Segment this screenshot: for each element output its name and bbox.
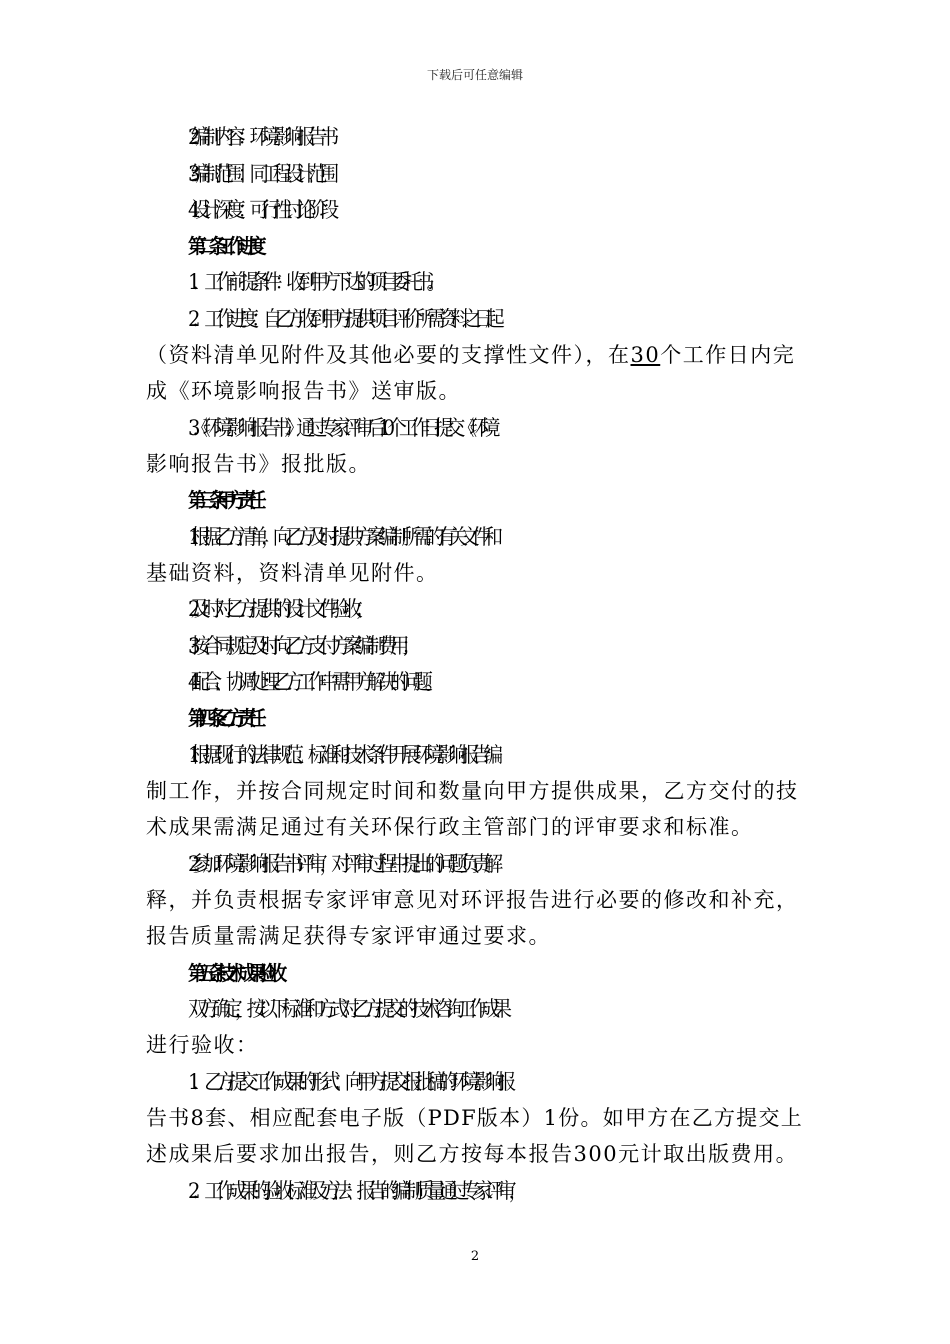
- paragraph-line: 2.编制内容：环境影响报告书: [188, 125, 332, 149]
- paragraph-line: 制工作，并按合同规定时间和数量向甲方提供成果，乙方交付的技: [146, 779, 799, 803]
- paragraph-line: 进行验收：: [146, 1033, 259, 1057]
- paragraph-line: 1.根据现行的法律规范、标准和技术条件开展环境影响报告编: [188, 743, 496, 767]
- paragraph-line: 2.及时对乙方提供的设计文件验收；: [188, 597, 367, 621]
- paragraph-line: 1．乙方提交工作成果的形式：向甲方提交报批稿的环境影响报: [188, 1070, 509, 1094]
- paragraph-line: 2.参加环境影响报告书评审，对评审过程中提出的问题负责解: [188, 852, 496, 876]
- paragraph-line: 4.设计深度：可行性讨论阶段: [188, 198, 332, 222]
- section-heading: 第二条 工作进度: [188, 234, 259, 258]
- paragraph-line: 双方确定，按以下标准和方式对乙方提交的技术咨询工作成果: [188, 997, 505, 1021]
- paragraph-line: 成《环境影响报告书》送审版。: [146, 379, 461, 403]
- paragraph-line: 基础资料，资料清单见附件。: [146, 561, 439, 585]
- paragraph-line: 术成果需满足通过有关环保行政主管部门的评审要求和标准。: [146, 815, 754, 839]
- paragraph-line: 释，并负责根据专家评审意见对环评报告进行必要的修改和补充，: [146, 888, 799, 912]
- paragraph-line: 告书8套、相应配套电子版（PDF版本）1份。如甲方在乙方提交上: [146, 1106, 804, 1130]
- line-text: （资料清单见附件及其他必要的支撑性文件），在: [146, 343, 631, 367]
- paragraph-line: 述成果后要求加出报告，则乙方按每本报告300元计取出版费用。: [146, 1142, 799, 1166]
- underlined-days: 30: [630, 343, 661, 367]
- paragraph-line: 2．工作进度：自乙方收到甲方提供项目评价所需资料之日起: [188, 307, 497, 331]
- section-heading: 第三条 甲方责任: [188, 488, 259, 512]
- paragraph-line: 1.根据乙方清单，向乙方及时提供方案编制所需的有关文件和: [188, 525, 496, 549]
- section-heading: 第四条 乙方责任: [188, 706, 259, 730]
- line-text: 个工作日内完: [660, 343, 796, 367]
- paragraph-line: 报告质量需满足获得专家评审通过要求。: [146, 924, 551, 948]
- paragraph-line: 影响报告书》报批版。: [146, 452, 371, 476]
- paragraph-line: 3.编制范围：同工程设计范围: [188, 162, 332, 186]
- paragraph-line: 3.《环境影响报告书》通过专家评审后10个工作日提交《环境: [188, 416, 493, 440]
- paragraph-line: [146, 341, 806, 369]
- paragraph-line: 3.按合同规定及时向乙方支付方案编制费用；: [188, 634, 414, 658]
- paragraph-line: 4.配合、协调处理乙方工作中需甲方解决的问题。: [188, 670, 437, 694]
- section-heading: 第五条 技术成果验收: [188, 961, 279, 985]
- page-header: 下载后可任意编辑: [426, 68, 523, 82]
- page-number: 2: [470, 1249, 480, 1264]
- paragraph-line: 1．工作前提条件：收到甲方下达的项目委托书。: [188, 270, 439, 294]
- paragraph-line: 2．工作成果的验收标准及方法：报告的编制质量通过专家评审，: [188, 1179, 521, 1203]
